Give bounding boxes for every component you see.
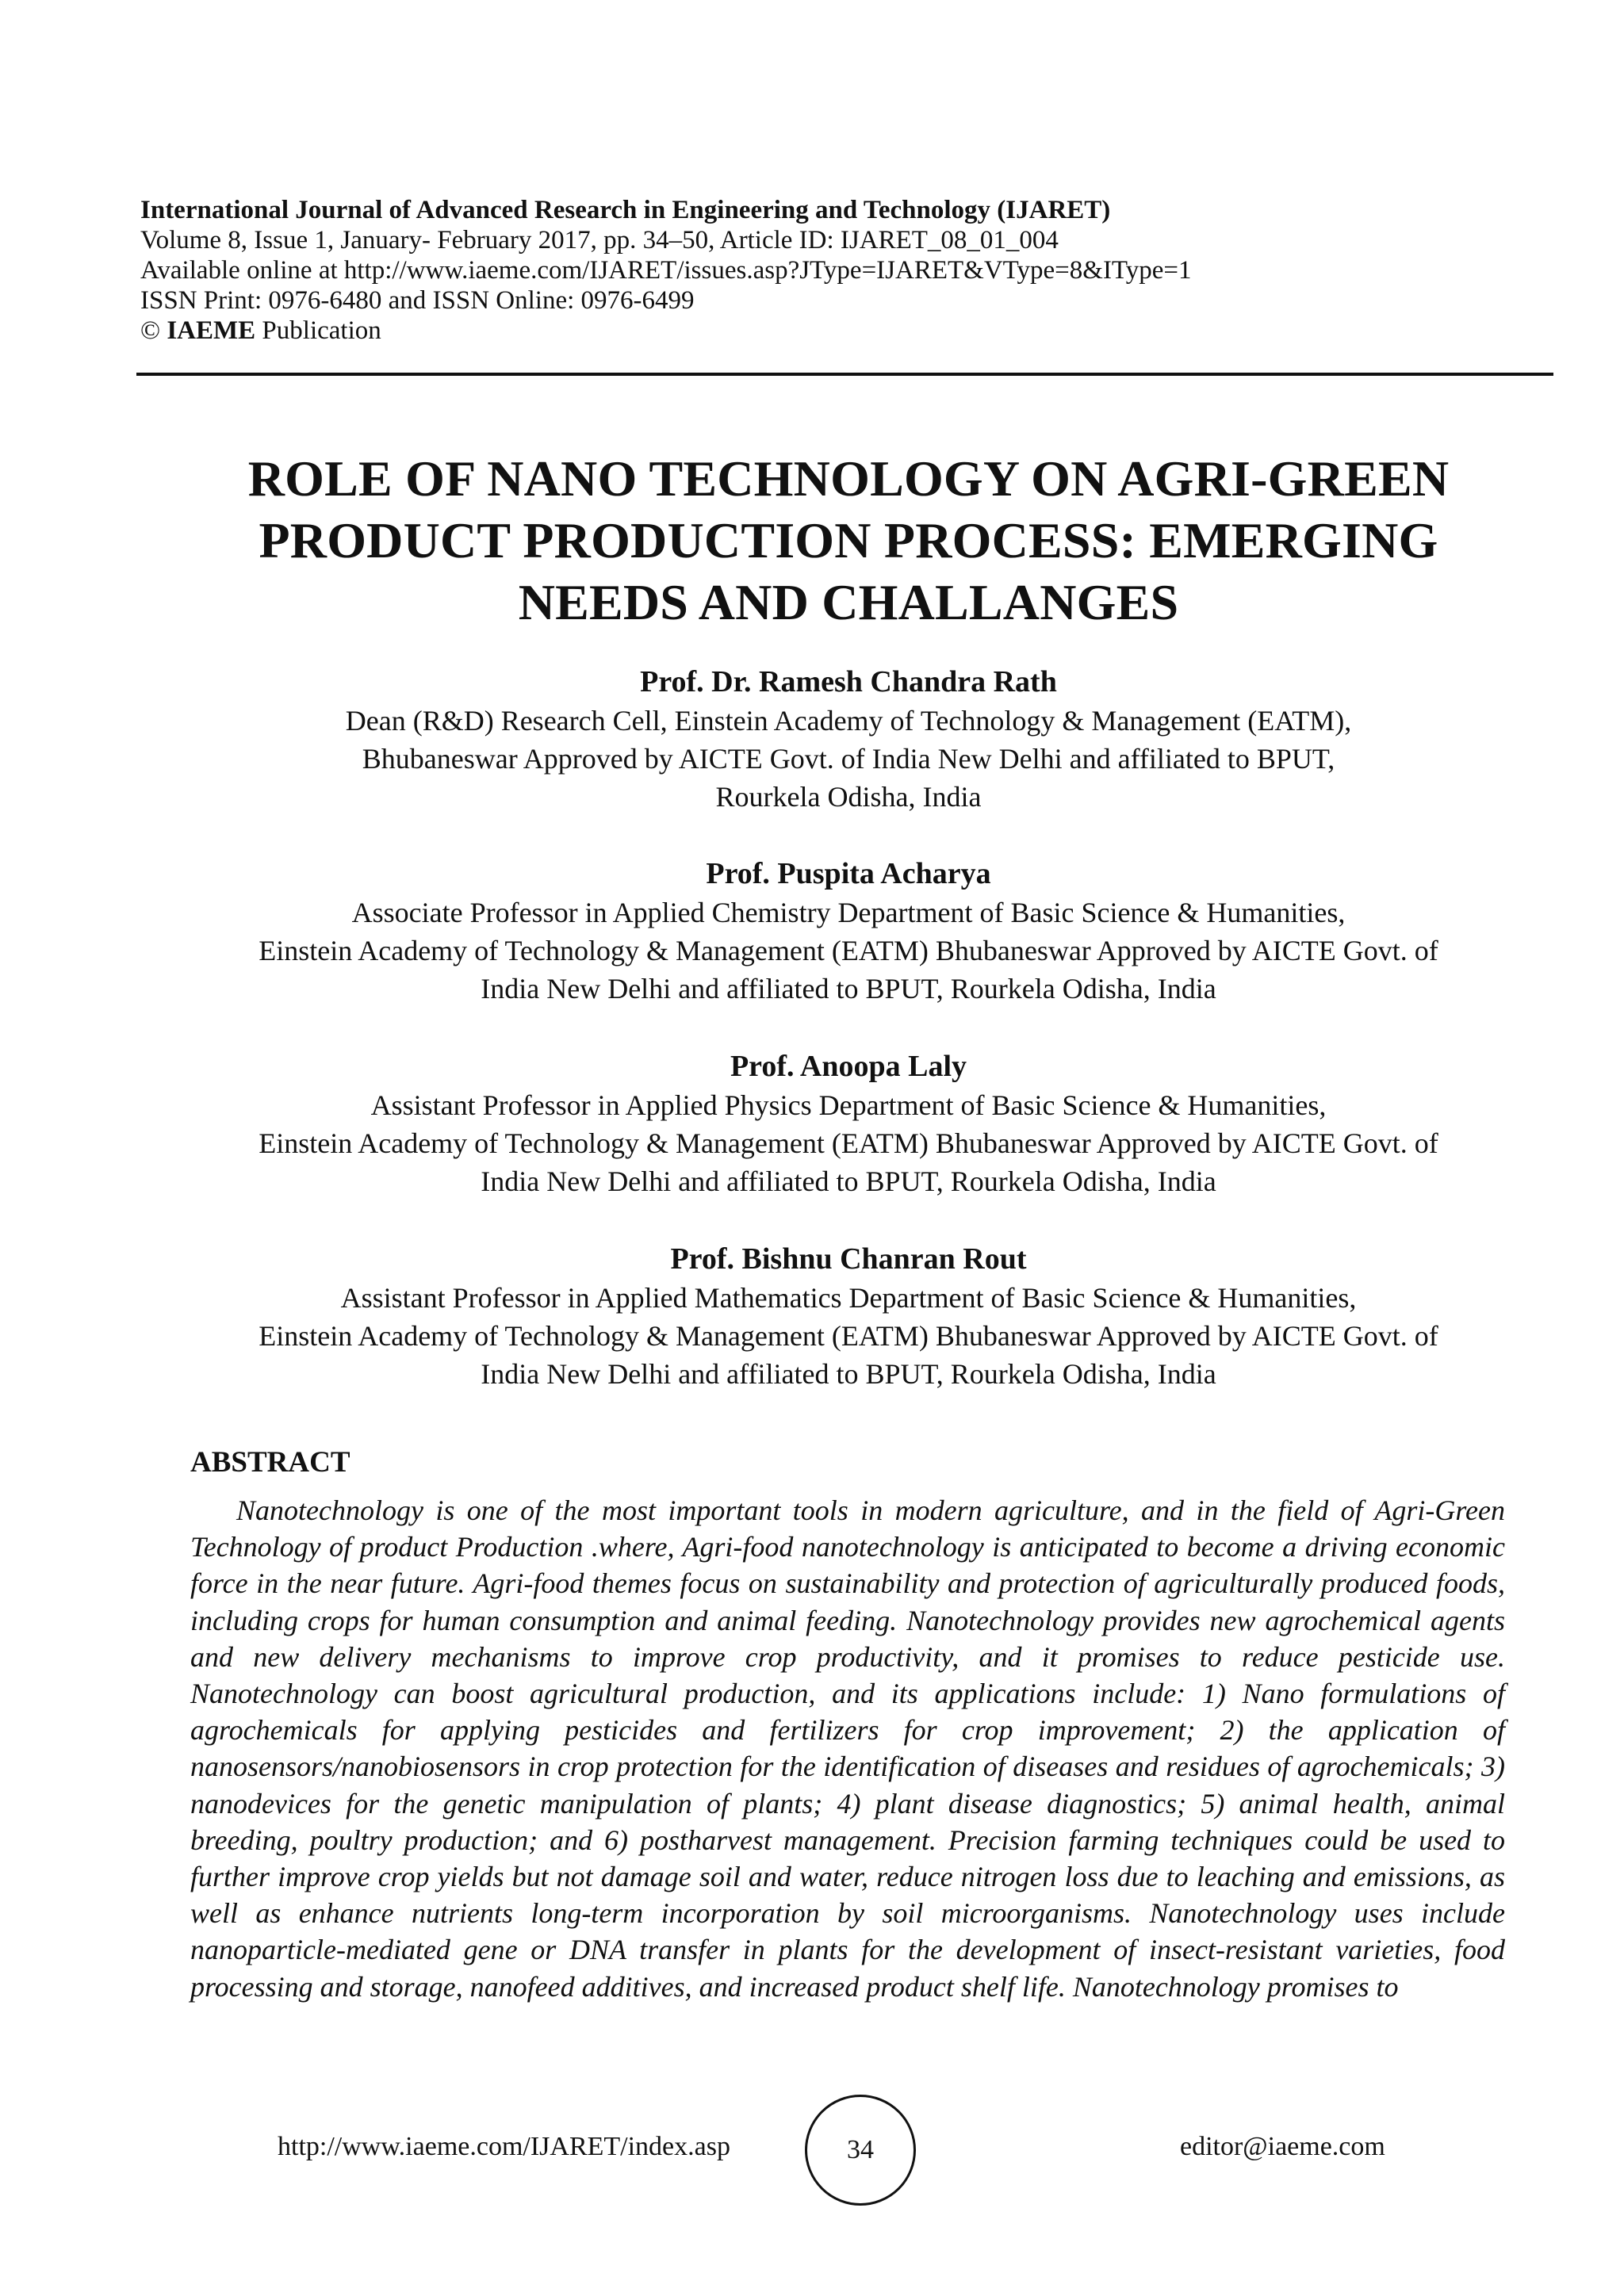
title-line-2: PRODUCT PRODUCTION PROCESS: EMERGING — [259, 512, 1438, 568]
affiliation-line: Dean (R&D) Research Cell, Einstein Academy of Technology & Management (EATM), — [345, 705, 1352, 737]
abstract-heading: ABSTRACT — [190, 1446, 350, 1479]
affiliation-line: Rourkela Odisha, India — [715, 781, 982, 813]
author-block — [95, 854, 1602, 1008]
author-block — [95, 1047, 1602, 1200]
journal-url-link[interactable]: http://www.iaeme.com/IJARET/index.asp — [278, 2132, 730, 2161]
affiliation-line: Assistant Professor in Applied Mathematics Department of Basic Science & Humanities, — [340, 1282, 1357, 1314]
author-name: Prof. Bishnu Chanran Rout — [670, 1242, 1027, 1276]
affiliation-line: Assistant Professor in Applied Physics Department of Basic Science & Humanities, — [370, 1089, 1327, 1121]
author-name: Prof. Puspita Acharya — [706, 857, 991, 890]
affiliation-line: India New Delhi and affiliated to BPUT, Rourkela Odisha, India — [481, 1358, 1216, 1390]
title-line-1: ROLE OF NANO TECHNOLOGY ON AGRI-GREEN — [247, 450, 1450, 507]
header-divider — [136, 373, 1553, 376]
available-online: Available online at http://www.iaeme.com/IJARET/issues.asp?JType=IJARET&VType=8&IType=1 — [140, 256, 1192, 285]
author-block — [95, 1239, 1602, 1393]
author-name: Prof. Anoopa Laly — [730, 1050, 967, 1083]
page-number: 34 — [847, 2135, 874, 2164]
affiliation-line: Associate Professor in Applied Chemistry Department of Basic Science & Humanities, — [351, 897, 1346, 928]
affiliation-line: Bhubaneswar Approved by AICTE Govt. of India New Delhi and affiliated to BPUT, — [362, 743, 1335, 775]
publisher-suffix: Publication — [255, 316, 381, 345]
editor-email-link[interactable]: editor@iaeme.com — [1180, 2132, 1385, 2161]
copyright-symbol: © — [140, 316, 161, 345]
journal-name: International Journal of Advanced Research in Engineering and Technology (IJARET) — [140, 196, 1111, 224]
volume-info: Volume 8, Issue 1, January- February 2017, pp. 34–50, Article ID: IJARET_08_01_004 — [140, 226, 1059, 254]
affiliation-line: India New Delhi and affiliated to BPUT, Rourkela Odisha, India — [481, 973, 1216, 1004]
author-name: Prof. Dr. Ramesh Chandra Rath — [640, 665, 1057, 698]
page-number-circle — [805, 2095, 916, 2206]
abstract-text: Nanotechnology is one of the most important tools in modern agriculture, and in the field of Agri-Green Technology of product Production .where, Agri-food nanotechnology is anticipated to become a driving economic force in the near future. Agri-food themes focus on sustainability and protection of agriculturally produced foods, including crops for human consumption and animal feeding. Nanotechnology provides new agrochemical agents and new delivery mechanisms to improve crop productivity, and it promises to reduce pesticide use. Nanotechnology can boost agricultural production, and its applications include: 1) Nano formulations of agrochemicals for applying pesticides and fertilizers for crop improvement; 2) the application of nanosensors/nanobiosensors in crop protection for the identification of diseases and residues of agrochemicals; 3) nanodevices for the genetic manipulation of plants; 4) plant disease diagnostics; 5) animal health, animal breeding, poultry production; and 6) postharvest management. Precision farming techniques could be used to further improve crop yields but not damage soil and water, reduce nitrogen loss due to leaching and emissions, as well as enhance nutrients long-term incorporation by soil microorganisms. Nanotechnology uses include nanoparticle-mediated gene or DNA transfer in plants for the development of insect-resistant varieties, food processing and storage, nanofeed additives, and increased product shelf life. Nanotechnology promises to — [190, 1494, 1505, 2003]
affiliation-line: Einstein Academy of Technology & Management (EATM) Bhubaneswar Approved by AICTE Govt. of — [259, 1320, 1438, 1352]
author-block — [95, 662, 1602, 816]
affiliation-line: Einstein Academy of Technology & Management (EATM) Bhubaneswar Approved by AICTE Govt. of — [259, 1127, 1438, 1159]
abstract-section — [190, 1445, 1505, 2005]
affiliation-line: India New Delhi and affiliated to BPUT, Rourkela Odisha, India — [481, 1165, 1216, 1197]
journal-header — [140, 195, 1552, 346]
publisher-name: IAEME — [167, 316, 256, 345]
affiliation-line: Einstein Academy of Technology & Management (EATM) Bhubaneswar Approved by AICTE Govt. of — [259, 935, 1438, 966]
paper-title — [95, 448, 1602, 633]
issn-info: ISSN Print: 0976-6480 and ISSN Online: 0976-6499 — [140, 286, 695, 315]
publisher-line — [140, 316, 1552, 346]
title-line-3: NEEDS AND CHALLANGES — [518, 574, 1179, 630]
page-footer — [0, 2093, 1624, 2204]
